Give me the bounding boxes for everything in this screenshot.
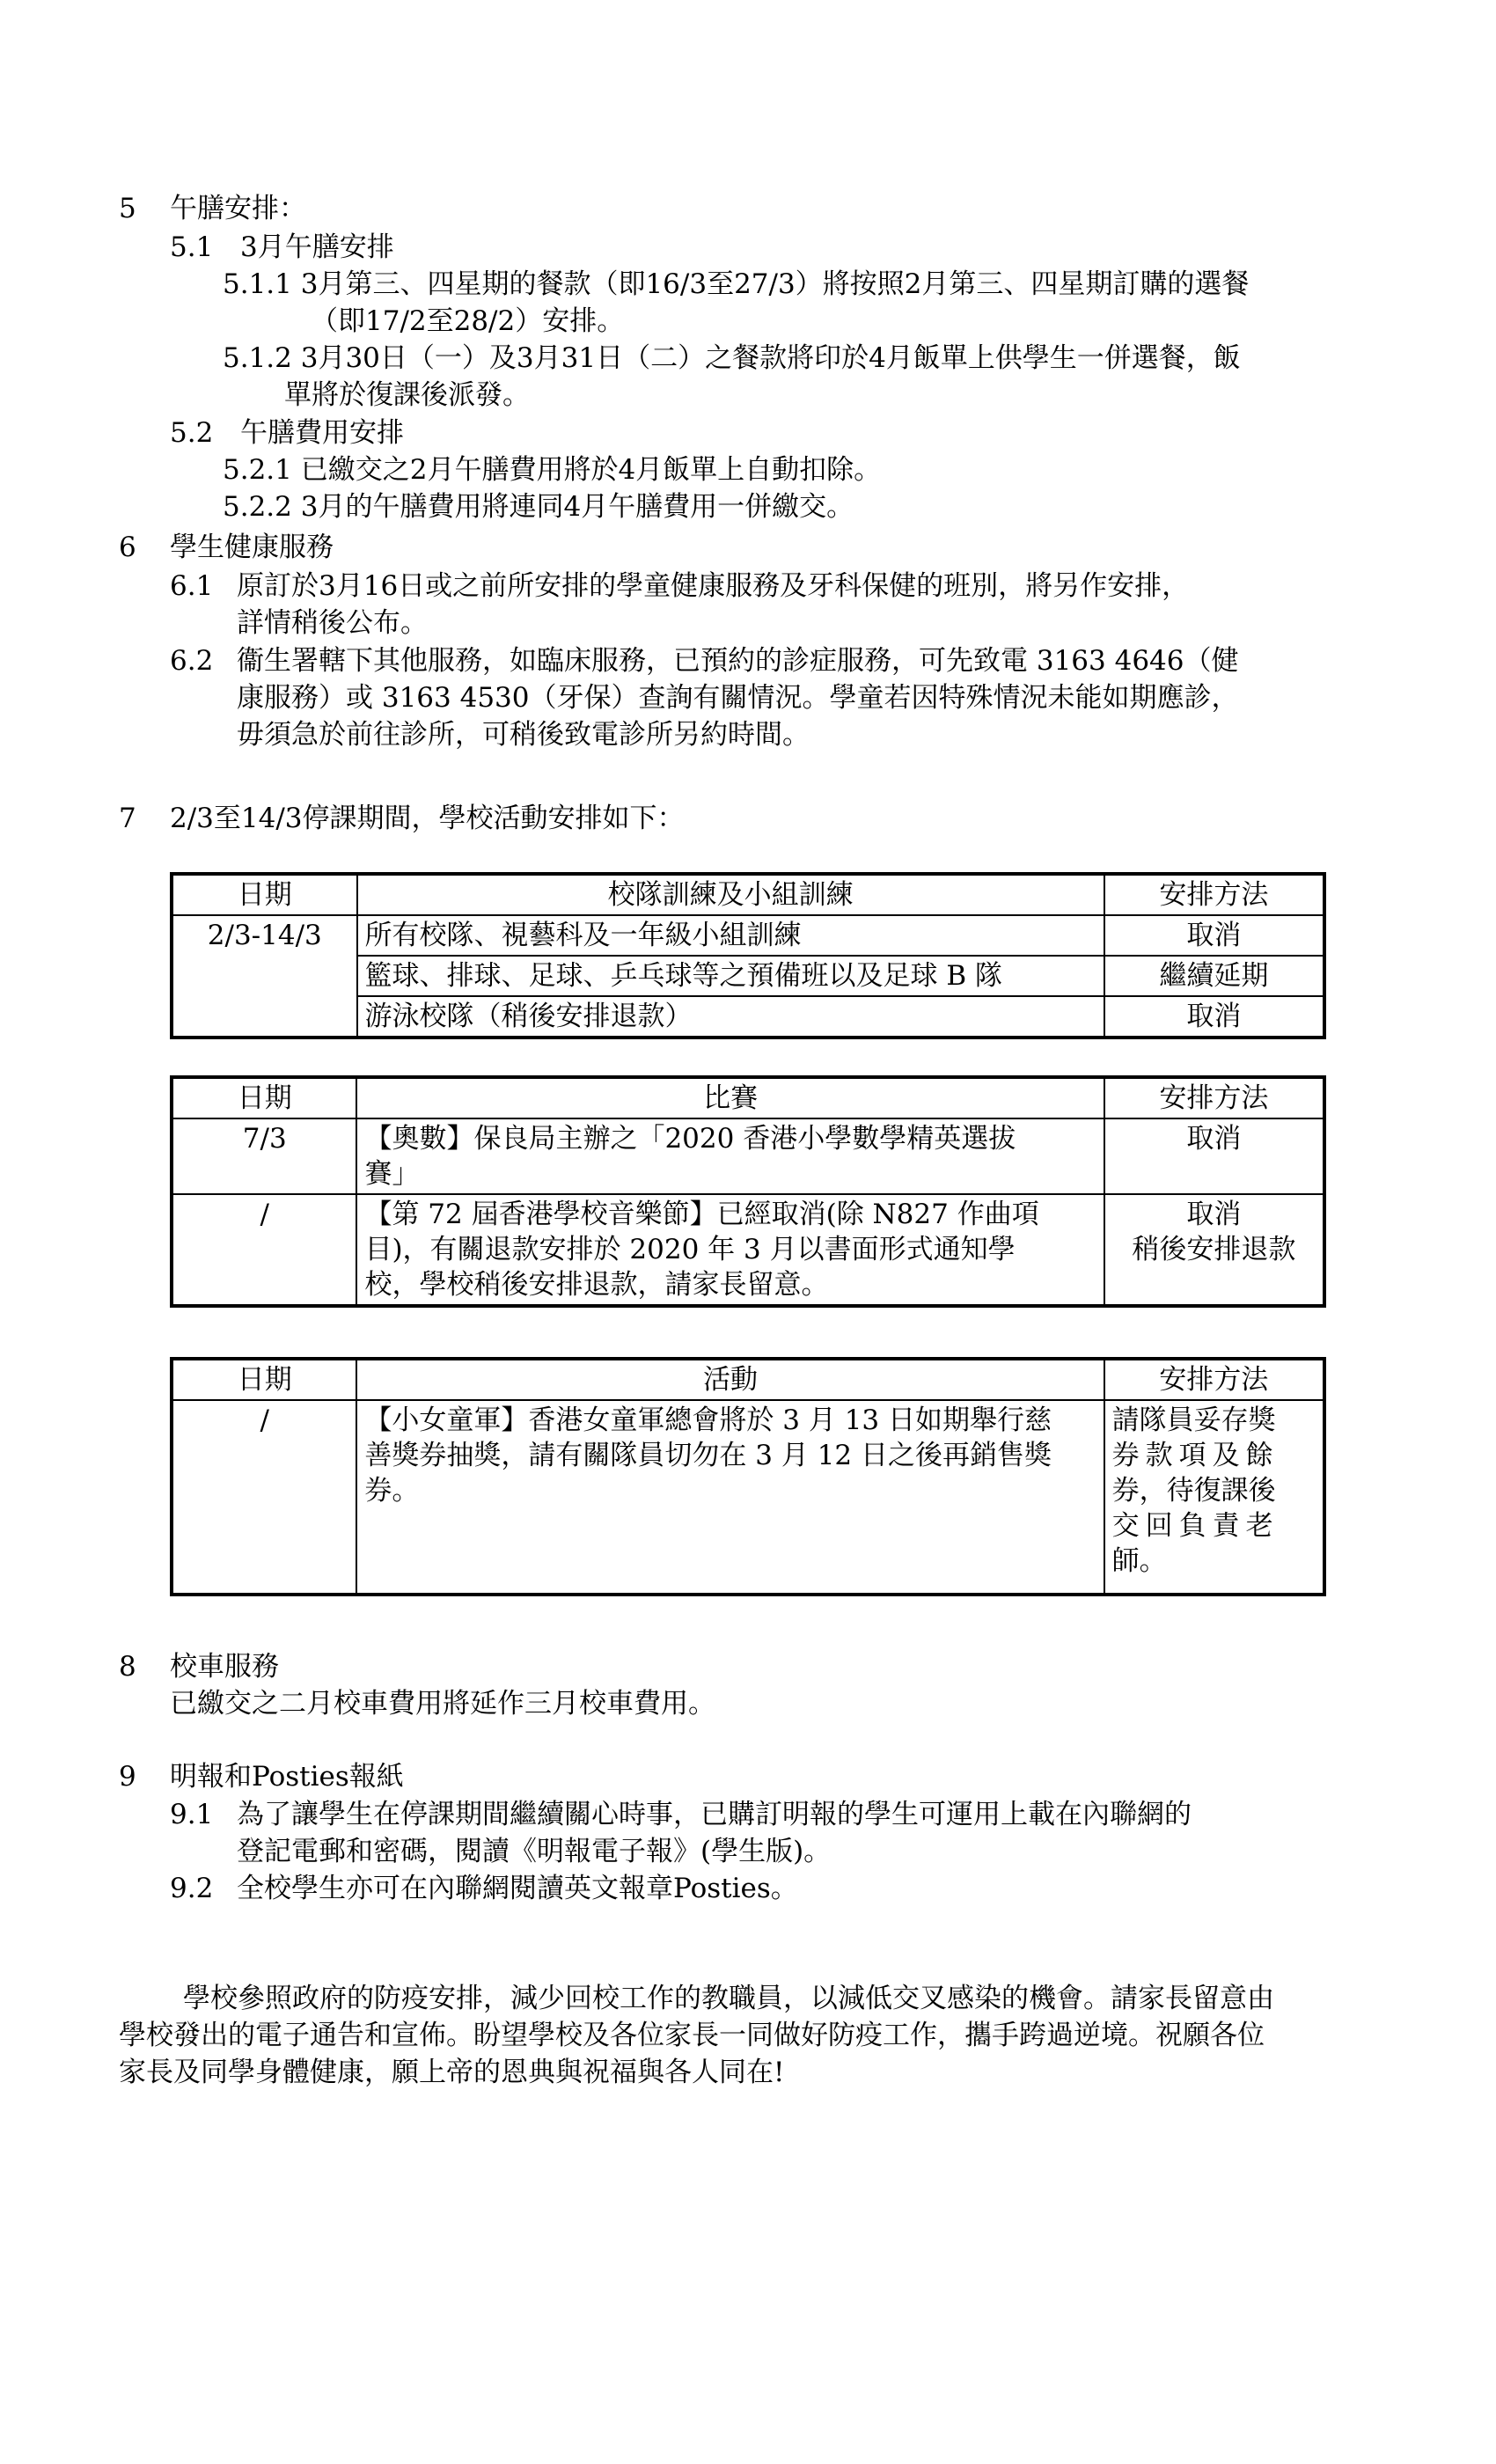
table-cell-item: 籃球、排球、足球、乒乓球等之預備班以及足球 B 隊 xyxy=(357,956,1104,996)
table-row xyxy=(172,1118,1324,1194)
section-9-2-number: 9.2 xyxy=(170,1873,214,1904)
section-5-title: 午膳安排： xyxy=(170,193,306,224)
cell-line: 目)，有關退款安排於 2020 年 3 月以書面形式通知學 xyxy=(364,1234,1016,1265)
section-6-1-line1: 原訂於3月16日或之前所安排的學童健康服務及牙科保健的班別，將另作安排， xyxy=(237,570,1190,602)
table-row xyxy=(172,956,1324,996)
table-header-item: 比賽 xyxy=(356,1077,1104,1118)
section-9-1-line2: 登記電郵和密碼，閱讀《明報電子報》(學生版)。 xyxy=(237,1836,832,1867)
table-header-item: 活動 xyxy=(356,1359,1104,1400)
section-6-2-number: 6.2 xyxy=(170,645,214,677)
cell-line: 師。 xyxy=(1111,1545,1167,1577)
cell-line: 券款項及餘 xyxy=(1111,1440,1280,1471)
section-6-2-line1: 衞生署轄下其他服務，如臨床服務，已預約的診症服務，可先致電 3163 4646（健 xyxy=(237,645,1239,677)
table-row xyxy=(172,915,1324,956)
table-header-method: 安排方法 xyxy=(1104,874,1324,915)
table-header-method: 安排方法 xyxy=(1104,1077,1324,1118)
table-row xyxy=(172,996,1324,1038)
table-cell-method: 取消 xyxy=(1104,1118,1324,1194)
section-5-2-number: 5.2 xyxy=(170,417,214,449)
cell-line: 稍後安排退款 xyxy=(1132,1234,1296,1265)
cell-line: 取消 xyxy=(1186,1199,1242,1230)
section-5-2-1: 5.2.1 已繳交之2月午膳費用將於4月飯單上自動扣除。 xyxy=(223,454,882,486)
closing-line1: 學校參照政府的防疫安排，減少回校工作的教職員，以減低交叉感染的機會。請家長留意由 xyxy=(183,1983,1274,2014)
section-7-number: 7 xyxy=(119,803,136,834)
table-cell-item xyxy=(356,1118,1104,1194)
cell-line: 請隊員妥存獎 xyxy=(1111,1404,1276,1436)
section-6-number: 6 xyxy=(119,532,136,563)
section-8-number: 8 xyxy=(119,1651,136,1683)
section-5-1-2-line1: 5.1.2 3月30日（一）及3月31日（二）之餐款將印於4月飯單上供學生一併選餐，飯 xyxy=(223,342,1241,374)
table-header-row xyxy=(172,1359,1324,1400)
table-cell-item: 游泳校隊（稍後安排退款） xyxy=(357,996,1104,1038)
section-9-1-line1: 為了讓學生在停課期間繼續關心時事，已購訂明報的學生可運用上載在內聯網的 xyxy=(237,1799,1192,1830)
table-cell-method: 取消 xyxy=(1104,915,1324,956)
table-header-date: 日期 xyxy=(172,874,357,915)
section-5-1-title: 3月午膳安排 xyxy=(240,231,394,263)
cell-line: 校，學校稍後安排退款，請家長留意。 xyxy=(364,1269,829,1301)
table-cell-method xyxy=(1104,1400,1324,1595)
table-cell-item xyxy=(356,1194,1104,1306)
competition-table xyxy=(170,1075,1326,1308)
school-team-training-table xyxy=(170,872,1326,1039)
table-cell-date-empty xyxy=(172,996,357,1038)
activity-table xyxy=(170,1357,1326,1596)
section-6-1-line2: 詳情稍後公布。 xyxy=(237,607,428,639)
section-9-number: 9 xyxy=(119,1761,136,1793)
section-5-1-2-line2: 單將於復課後派發。 xyxy=(284,379,530,411)
table-cell-method xyxy=(1104,1194,1324,1306)
cell-line: 賽」 xyxy=(364,1158,420,1190)
section-5-1-number: 5.1 xyxy=(170,231,214,263)
table-header-date: 日期 xyxy=(172,1359,356,1400)
section-6-2-line2: 康服務）或 3163 4530（牙保）查詢有關情況。學童若因特殊情況未能如期應診， xyxy=(237,682,1239,714)
table-row xyxy=(172,1400,1324,1595)
cell-line: 券，待復課後 xyxy=(1111,1475,1276,1507)
table-header-method: 安排方法 xyxy=(1104,1359,1324,1400)
table-header-row xyxy=(172,1077,1324,1118)
cell-line: 券。 xyxy=(364,1475,420,1507)
table-row xyxy=(172,1194,1324,1306)
section-6-title: 學生健康服務 xyxy=(170,532,334,563)
section-5-1-1-line1: 5.1.1 3月第三、四星期的餐款（即16/3至27/3）將按照2月第三、四星期訂購的選餐 xyxy=(223,268,1250,300)
cell-line: 【第 72 屆香港學校音樂節】已經取消(除 N827 作曲項 xyxy=(364,1199,1039,1230)
section-6-1-number: 6.1 xyxy=(170,570,214,602)
section-9-title: 明報和Posties報紙 xyxy=(170,1761,404,1793)
cell-line: 【小女童軍】香港女童軍總會將於 3 月 13 日如期舉行慈 xyxy=(364,1404,1052,1436)
table-cell-item xyxy=(356,1400,1104,1595)
closing-line2: 學校發出的電子通告和宣佈。盼望學校及各位家長一同做好防疫工作，攜手跨過逆境。祝願各位 xyxy=(119,2020,1265,2051)
closing-line3: 家長及同學身體健康，願上帝的恩典與祝福與各人同在! xyxy=(119,2057,785,2088)
cell-line: 善獎券抽獎，請有關隊員切勿在 3 月 12 日之後再銷售獎 xyxy=(364,1440,1052,1471)
table-cell-date: 7/3 xyxy=(172,1118,356,1194)
table-cell-date: / xyxy=(172,1400,356,1595)
section-8-title: 校車服務 xyxy=(170,1651,279,1683)
cell-line: 交回負責老 xyxy=(1111,1510,1280,1542)
section-9-1-number: 9.1 xyxy=(170,1799,214,1830)
table-cell-item: 所有校隊、視藝科及一年級小組訓練 xyxy=(357,915,1104,956)
table-cell-date-empty xyxy=(172,956,357,996)
section-5-2-title: 午膳費用安排 xyxy=(240,417,404,449)
table-header-row xyxy=(172,874,1324,915)
cell-line: 【奧數】保良局主辦之「2020 香港小學數學精英選拔 xyxy=(364,1123,1016,1155)
section-5-2-2: 5.2.2 3月的午膳費用將連同4月午膳費用一併繳交。 xyxy=(223,491,854,523)
table-cell-method: 取消 xyxy=(1104,996,1324,1038)
section-5-number: 5 xyxy=(119,193,136,224)
section-9-2-text: 全校學生亦可在內聯網閱讀英文報章Posties。 xyxy=(237,1873,798,1904)
table-cell-method: 繼續延期 xyxy=(1104,956,1324,996)
table-cell-date: 2/3-14/3 xyxy=(172,915,357,956)
section-6-2-line3: 毋須急於前往診所，可稍後致電診所另約時間。 xyxy=(237,719,810,751)
table-header-item: 校隊訓練及小組訓練 xyxy=(357,874,1104,915)
section-5-1-1-line2: （即17/2至28/2）安排。 xyxy=(311,305,625,337)
section-7-title: 2/3至14/3停課期間，學校活動安排如下： xyxy=(170,803,685,834)
table-cell-date: / xyxy=(172,1194,356,1306)
section-8-text: 已繳交之二月校車費用將延作三月校車費用。 xyxy=(170,1688,715,1720)
table-header-date: 日期 xyxy=(172,1077,356,1118)
